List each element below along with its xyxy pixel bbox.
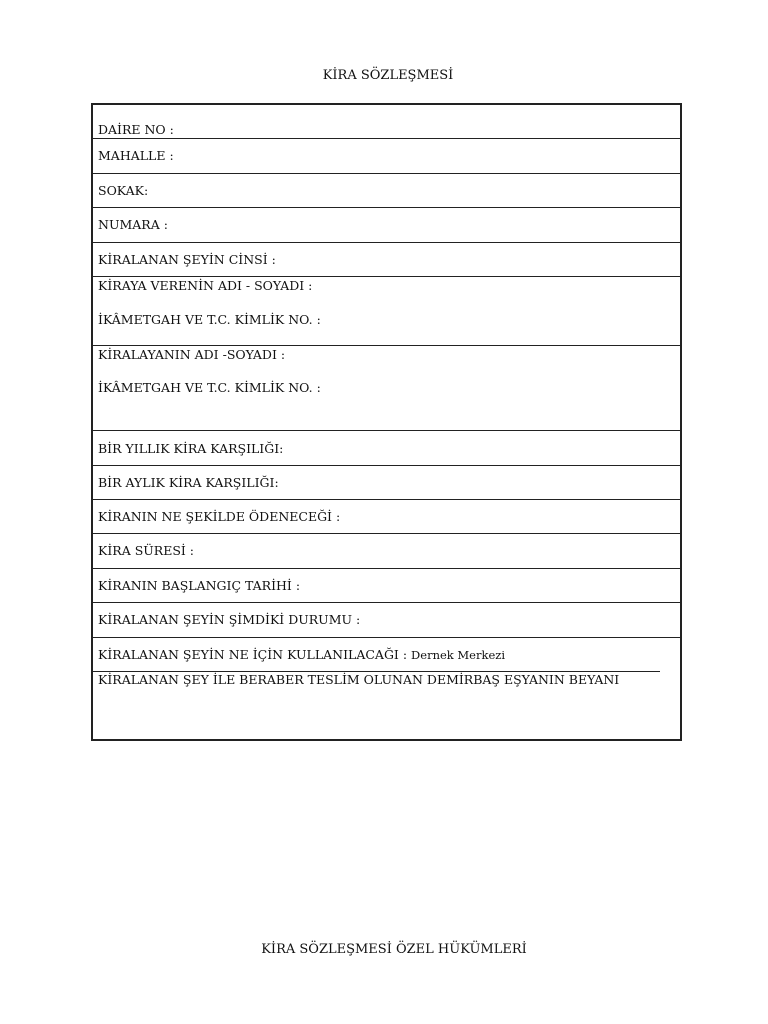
label-kiraya-veren-ikametgah: İKÂMETGAH VE T.C. KİMLİK NO. : — [98, 312, 321, 327]
label-kira-suresi: KİRA SÜRESİ : — [98, 543, 195, 558]
rental-form-table — [91, 103, 682, 741]
row-sokak — [93, 173, 680, 208]
row-baslangic-tarihi — [93, 568, 680, 603]
row-kiralayan — [93, 345, 680, 430]
label-daire-no: DAİRE NO : — [98, 122, 174, 137]
label-simdiki-durum: KİRALANAN ŞEYİN ŞİMDİKİ DURUMU : — [98, 612, 361, 627]
label-kullanim-amaci — [98, 647, 505, 662]
row-kira-suresi — [93, 533, 680, 568]
label-kiraya-veren-adi: KİRAYA VERENİN ADI - SOYADI : — [98, 278, 313, 293]
row-yillik-kira — [93, 430, 680, 465]
row-mahalle — [93, 138, 680, 173]
label-sokak: SOKAK: — [98, 183, 149, 198]
row-aylik-kira — [93, 465, 680, 500]
label-kiralayan-ikametgah: İKÂMETGAH VE T.C. KİMLİK NO. : — [98, 380, 321, 395]
row-kiralanan-cinsi — [93, 242, 680, 277]
kullanim-amaci-label-text: KİRALANAN ŞEYİN NE İÇİN KULLANILACAĞI : — [98, 647, 408, 662]
row-kiraya-veren — [93, 276, 680, 345]
section-title-ozel-hukumler: KİRA SÖZLEŞMESİ ÖZEL HÜKÜMLERİ — [261, 942, 527, 957]
row-demirbas-beyani — [93, 671, 680, 741]
row-daire-no — [93, 105, 680, 140]
label-yillik-kira: BİR YILLIK KİRA KARŞILIĞI: — [98, 441, 284, 456]
row-simdiki-durum — [93, 602, 680, 637]
label-mahalle: MAHALLE : — [98, 148, 174, 163]
kullanim-amaci-value: Dernek Merkezi — [411, 648, 505, 662]
label-demirbas-beyani: KİRALANAN ŞEY İLE BERABER TESLİM OLUNAN DEMİRBAŞ EŞYANIN BEYANI — [98, 672, 620, 687]
document-title: KİRA SÖZLEŞMESİ — [322, 68, 454, 83]
label-odeme-sekli: KİRANIN NE ŞEKİLDE ÖDENECEĞİ : — [98, 509, 341, 524]
label-baslangic-tarihi: KİRANIN BAŞLANGIÇ TARİHİ : — [98, 578, 301, 593]
label-kiralayan-adi: KİRALAYANIN ADI -SOYADI : — [98, 347, 286, 362]
row-numara — [93, 207, 680, 242]
row-kullanim-amaci — [93, 637, 680, 672]
label-aylik-kira: BİR AYLIK KİRA KARŞILIĞI: — [98, 475, 279, 490]
label-kiralanan-cinsi: KİRALANAN ŞEYİN CİNSİ : — [98, 252, 276, 267]
label-numara: NUMARA : — [98, 217, 168, 232]
row-odeme-sekli — [93, 499, 680, 534]
